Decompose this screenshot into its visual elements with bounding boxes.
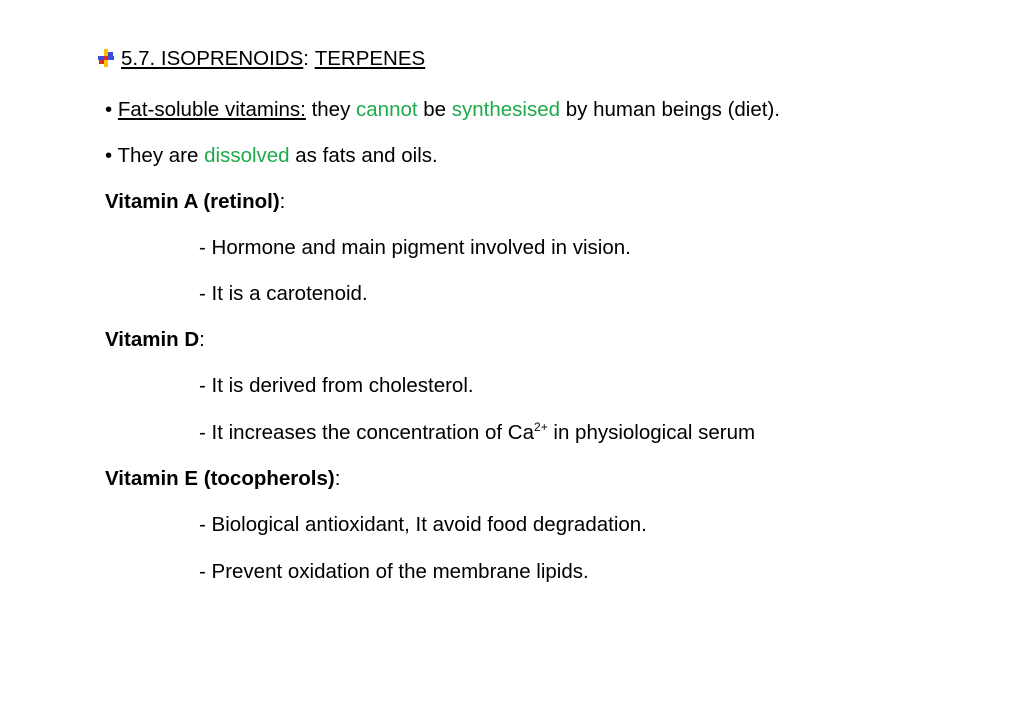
bullet-text: They are (112, 144, 205, 167)
bullet-text: by human beings (diet). (560, 98, 780, 121)
slide-title (98, 46, 425, 72)
heading-colon: : (279, 190, 286, 213)
vitamin-e-heading (105, 466, 340, 492)
vitamin-a-heading (105, 189, 285, 215)
bullet-dissolved (105, 143, 438, 169)
highlight-dissolved: dissolved (204, 144, 290, 167)
bullet-square-icon (98, 48, 114, 66)
vitamin-d-heading (105, 327, 205, 353)
vitamin-d-point (199, 420, 755, 446)
vitamin-e-point: - Prevent oxidation of the membrane lipids. (199, 560, 589, 583)
heading-colon: : (199, 328, 205, 351)
heading-colon: : (334, 467, 341, 490)
highlight-synthesised: synthesised (451, 98, 561, 121)
vitamin-d-title: Vitamin D (105, 328, 200, 351)
title-separator: : (303, 47, 309, 70)
bullet-text: be (417, 98, 452, 121)
title-topic: TERPENES (314, 47, 426, 70)
bullet-fat-soluble (105, 97, 780, 123)
point-text: - It increases the concentration of Ca (199, 421, 535, 444)
bullet-text: as fats and oils. (289, 144, 438, 167)
bullet-marker: • (105, 144, 113, 167)
vitamin-a-title: Vitamin A (retinol) (105, 190, 280, 213)
highlight-cannot: cannot (356, 98, 418, 121)
bullet-text: they (305, 98, 357, 121)
bullet-label: Fat-soluble vitamins: (117, 98, 306, 121)
title-section: 5.7. ISOPRENOIDS (121, 47, 304, 70)
vitamin-e-title: Vitamin E (tocopherols) (105, 467, 335, 490)
vitamin-a-point: - Hormone and main pigment involved in vision. (199, 236, 631, 259)
vitamin-e-point: - Biological antioxidant, It avoid food degradation. (199, 513, 647, 536)
vitamin-d-point: - It is derived from cholesterol. (199, 374, 474, 397)
vitamin-a-point: - It is a carotenoid. (199, 282, 368, 305)
superscript-charge: 2+ (534, 420, 548, 434)
bullet-marker: • (105, 98, 113, 121)
point-text: in physiological serum (547, 421, 756, 444)
